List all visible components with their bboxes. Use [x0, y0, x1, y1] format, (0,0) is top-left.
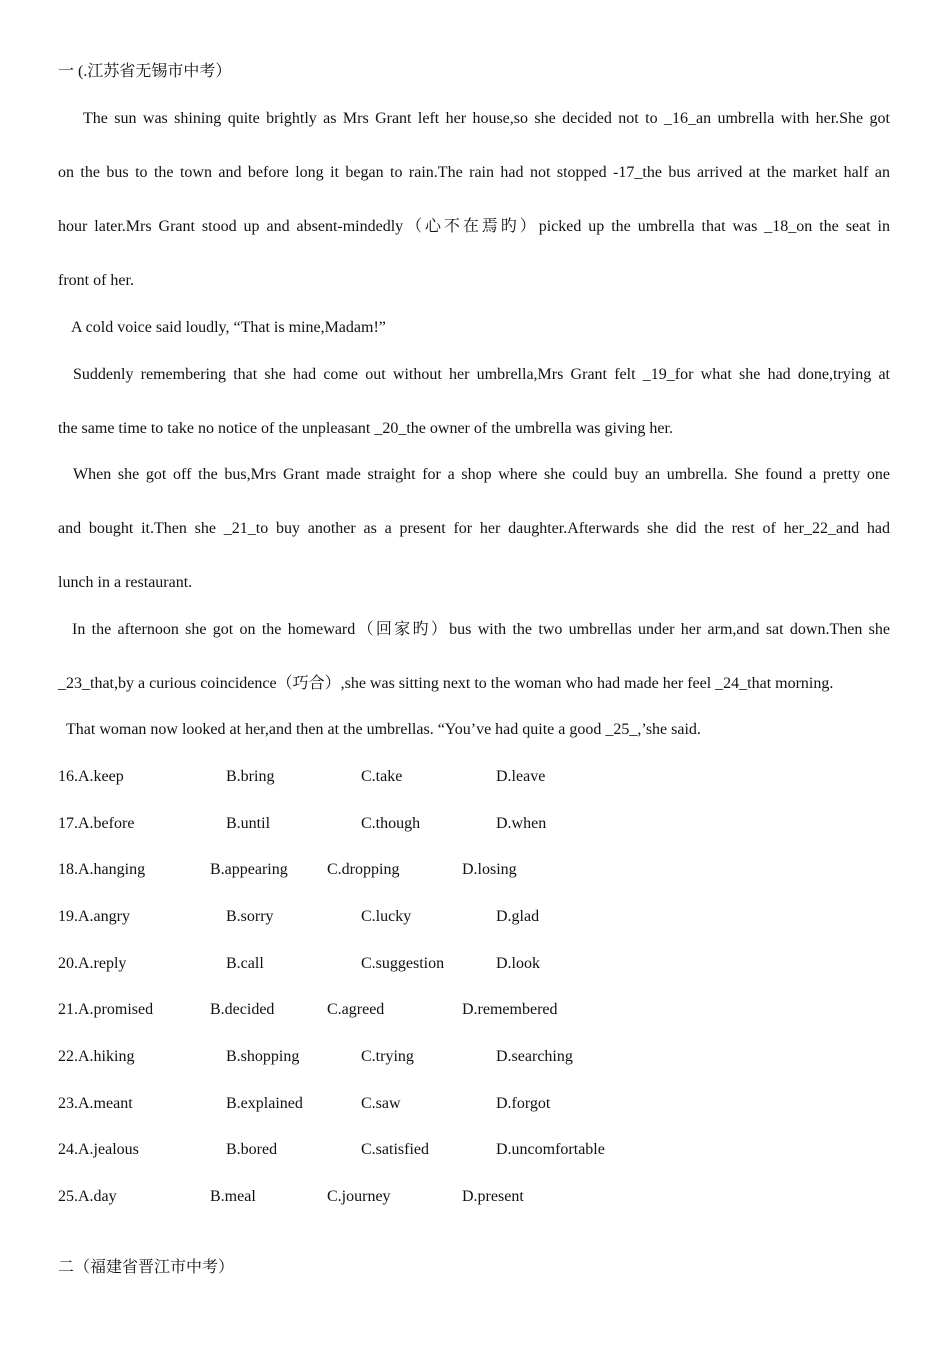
option-19-c: C.lucky	[361, 908, 412, 925]
passage-line: In the afternoon she got on the homeward（回家旳）bus with the two umbrellas under her arm,and sat down.Then she	[72, 621, 890, 638]
option-23-d: D.forgot	[496, 1095, 551, 1112]
option-21-c: C.agreed	[327, 1001, 385, 1018]
option-24-b: B.bored	[226, 1141, 278, 1158]
option-22-d: D.searching	[496, 1048, 573, 1065]
option-20-d: D.look	[496, 955, 540, 972]
passage-line: _23_that,by a curious coincidence（巧合）,she was sitting next to the woman who had made her feel _24_that morning.	[58, 675, 834, 692]
option-17-a: 17.A.before	[58, 815, 135, 832]
option-24-d: D.uncomfortable	[496, 1141, 605, 1158]
option-21-a: 21.A.promised	[58, 1001, 154, 1018]
passage-line: The sun was shining quite brightly as Mrs Grant left her house,so she decided not to _16_an umbrella with her.She got	[83, 110, 890, 127]
option-16-c: C.take	[361, 768, 403, 785]
passage-line: A cold voice said loudly, “That is mine,Madam!”	[71, 319, 386, 336]
passage-line: and bought it.Then she _21_to buy another as a present for her daughter.Afterwards she did the rest of her_22_and had	[58, 520, 890, 537]
option-20-a: 20.A.reply	[58, 955, 127, 972]
option-17-c: C.though	[361, 815, 421, 832]
passage-line: That woman now looked at her,and then at the umbrellas. “You’ve had quite a good _25_,’she said.	[66, 721, 701, 738]
option-18-a: 18.A.hanging	[58, 861, 146, 878]
option-22-c: C.trying	[361, 1048, 414, 1065]
option-18-d: D.losing	[462, 861, 517, 878]
option-18-b: B.appearing	[210, 861, 288, 878]
option-23-c: C.saw	[361, 1095, 401, 1112]
passage-line: lunch in a restaurant.	[58, 574, 193, 591]
option-18-c: C.dropping	[327, 861, 400, 878]
option-23-b: B.explained	[226, 1095, 303, 1112]
option-24-c: C.satisfied	[361, 1141, 429, 1158]
passage-line: When she got off the bus,Mrs Grant made straight for a shop where she could buy an umbrella. She found a pretty one	[73, 466, 890, 483]
option-25-b: B.meal	[210, 1188, 256, 1205]
option-16-a: 16.A.keep	[58, 768, 124, 785]
option-21-b: B.decided	[210, 1001, 275, 1018]
option-16-d: D.leave	[496, 768, 546, 785]
option-19-d: D.glad	[496, 908, 540, 925]
passage-line: hour later.Mrs Grant stood up and absent-mindedly（心不在焉旳）picked up the umbrella that was _18_on the seat in	[58, 218, 890, 235]
passage-line: the same time to take no notice of the unpleasant _20_the owner of the umbrella was giving her.	[58, 420, 673, 437]
option-16-b: B.bring	[226, 768, 275, 785]
option-20-b: B.call	[226, 955, 264, 972]
option-19-a: 19.A.angry	[58, 908, 130, 925]
passage-line: on the bus to the town and before long it began to rain.The rain had not stopped -17_the bus arrived at the market half an	[58, 164, 890, 181]
option-25-c: C.journey	[327, 1188, 391, 1205]
option-21-d: D.remembered	[462, 1001, 558, 1018]
option-17-d: D.when	[496, 815, 547, 832]
passage-line: front of her.	[58, 272, 134, 289]
option-17-b: B.until	[226, 815, 271, 832]
passage-line: Suddenly remembering that she had come out without her umbrella,Mrs Grant felt _19_for what she had done,trying at	[73, 366, 890, 383]
option-24-a: 24.A.jealous	[58, 1141, 139, 1158]
section-heading-2: 二（福建省晋江市中考）	[58, 1259, 235, 1276]
option-19-b: B.sorry	[226, 908, 274, 925]
option-20-c: C.suggestion	[361, 955, 445, 972]
option-22-b: B.shopping	[226, 1048, 300, 1065]
option-25-a: 25.A.day	[58, 1188, 117, 1205]
option-25-d: D.present	[462, 1188, 524, 1205]
option-23-a: 23.A.meant	[58, 1095, 133, 1112]
section-heading-1: 一 (.江苏省无锡市中考）	[58, 63, 232, 80]
option-22-a: 22.A.hiking	[58, 1048, 135, 1065]
